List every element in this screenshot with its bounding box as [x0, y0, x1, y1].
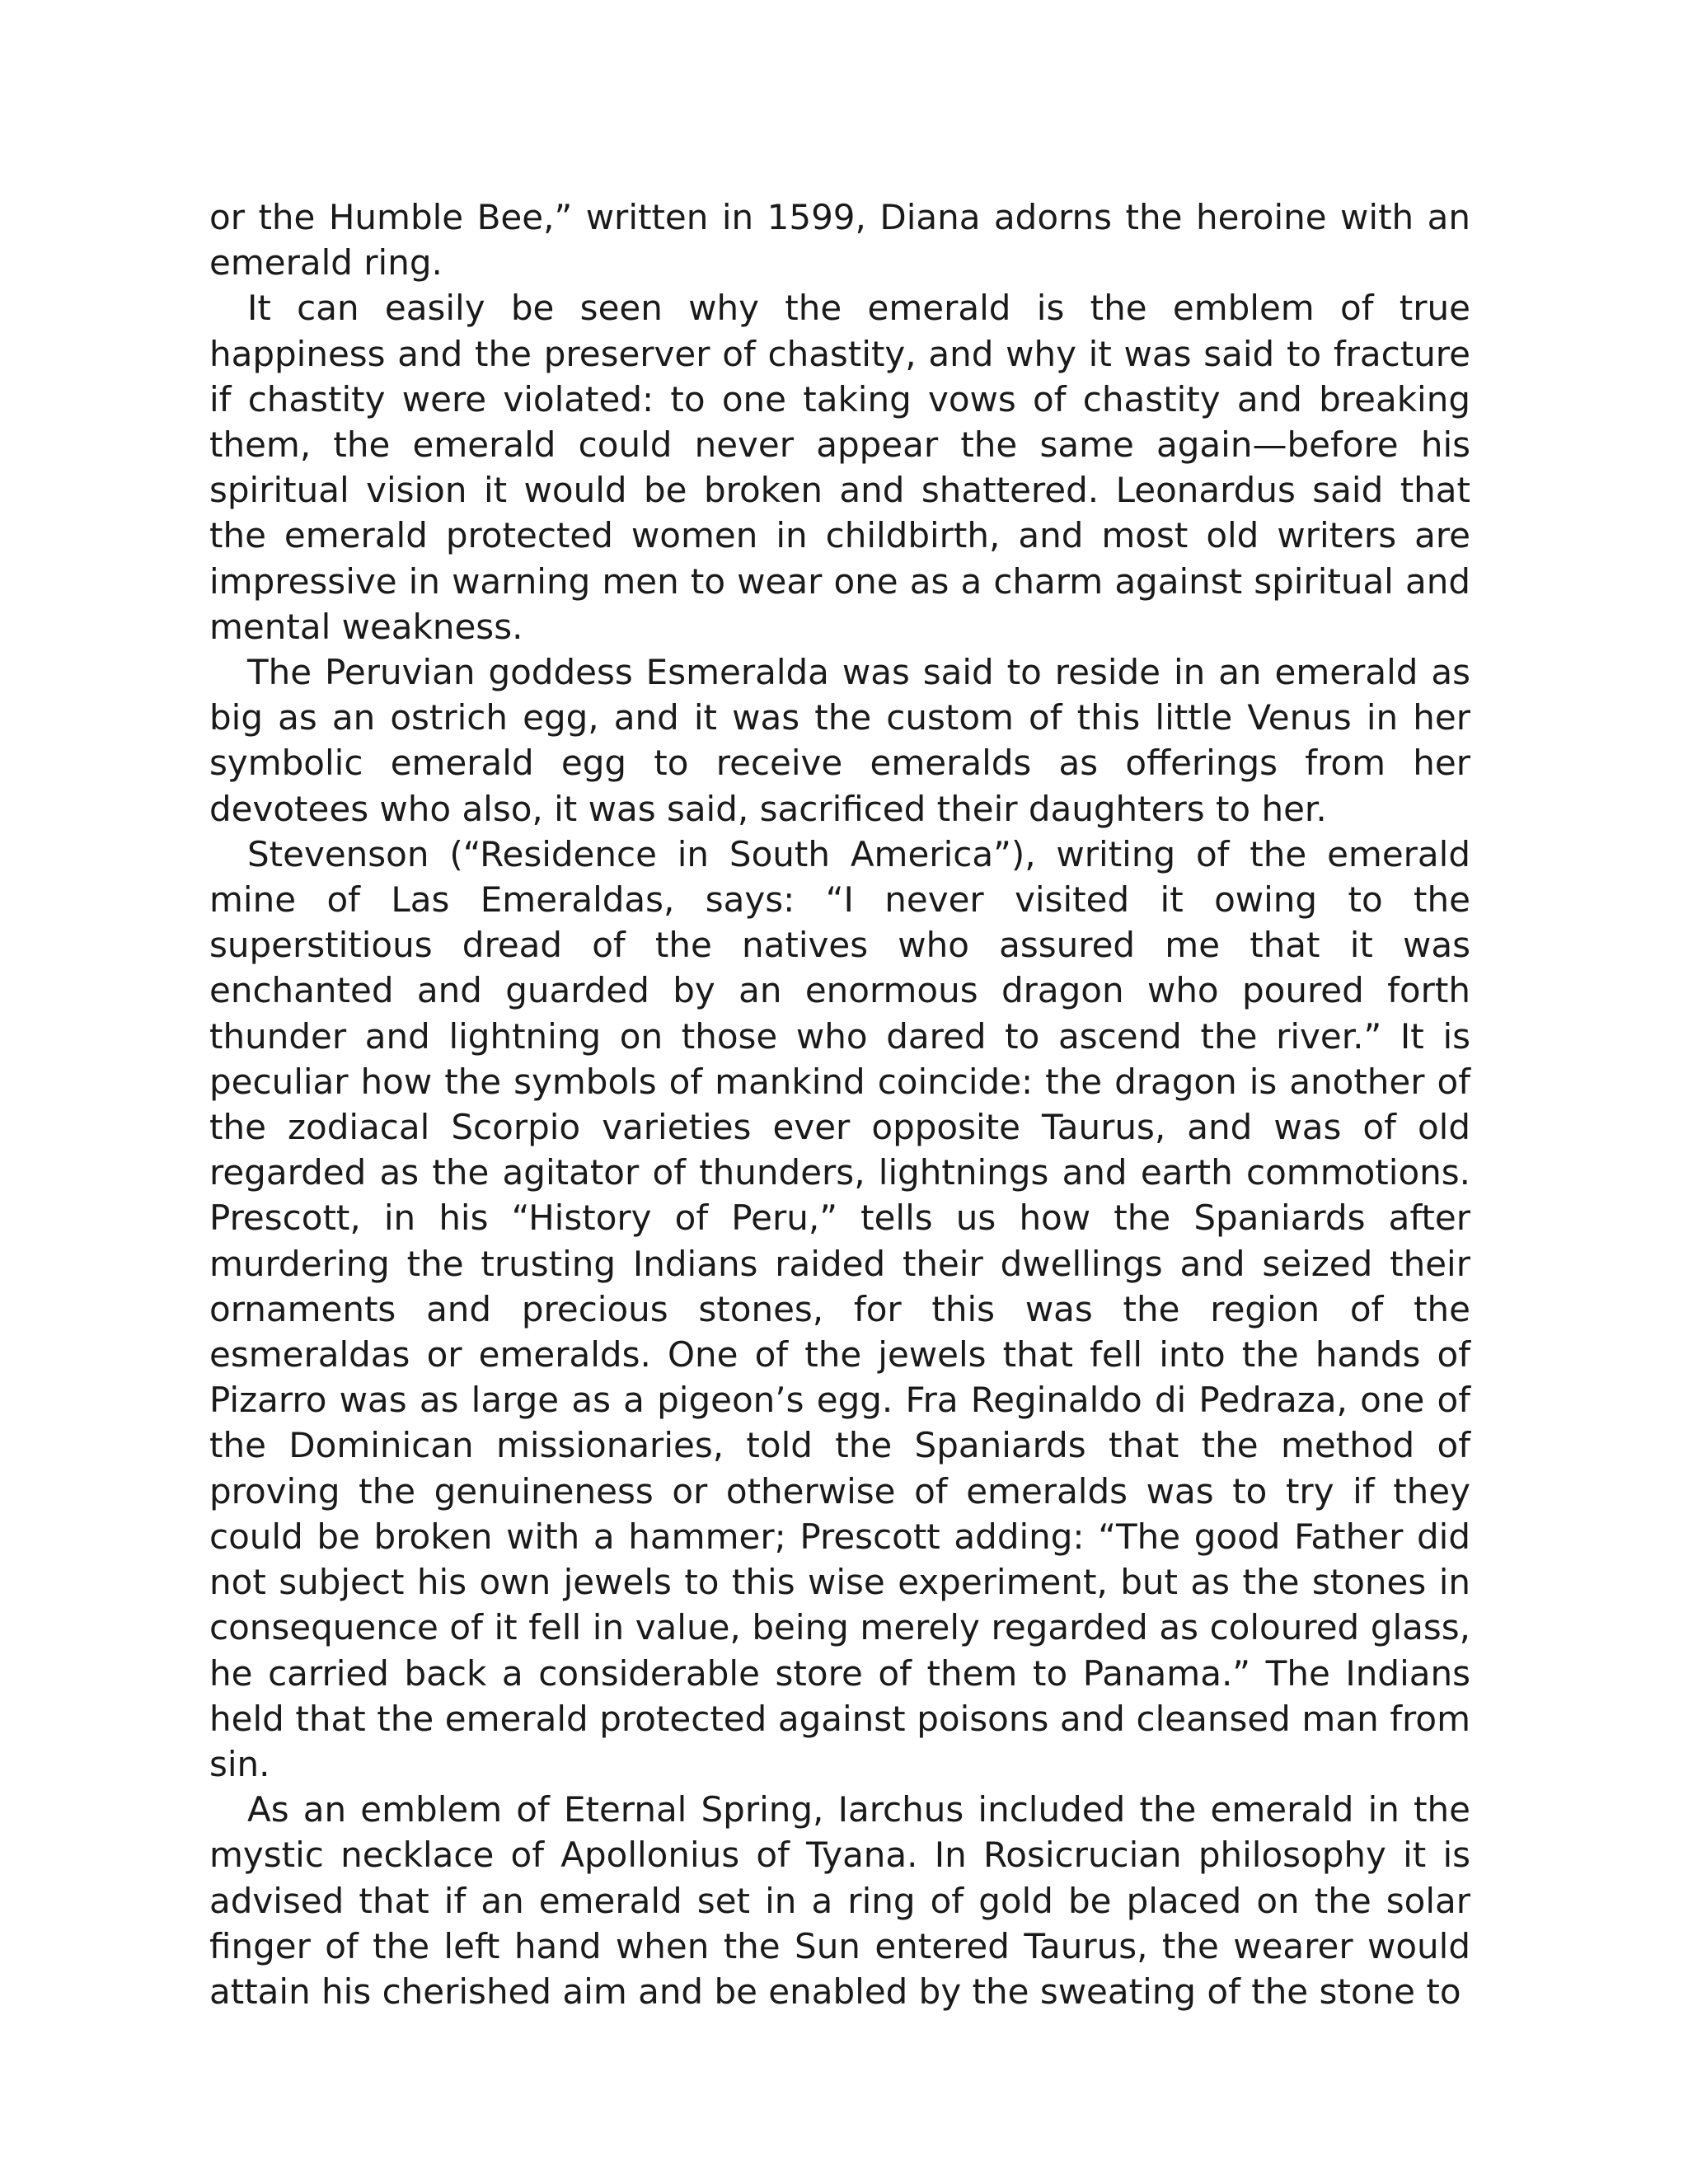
paragraph-5: As an emblem of Eternal Spring, Iarchus included the emerald in the mystic necklace of Apollonius of Tyana. In Rosicrucian philosophy it is advised that if an emerald set in a ring of gold be placed on the solar finger of the left hand when the Sun entered Taurus, the wearer would attain his cherished aim and be enabled by the sweating of the stone to [209, 1789, 1470, 2012]
paragraph-3: The Peruvian goddess Esmeralda was said to reside in an emerald as big as an ostrich egg, and it was the custom of this little Venus in her symbolic emerald egg to receive emeralds as offerings from her devotees who also, it was said, sacrificed their daughters to her. [209, 652, 1470, 829]
paragraph-2: It can easily be seen why the emerald is the emblem of true happiness and the preserver of chastity, and why it was said to fracture if chastity were violated: to one taking vows of chastity and breaking them, the emerald could never appear the same again—before his spiritual vision it would be broken and shattered. Leonardus said that the emerald protected women in childbirth, and most old writers are impressive in warning men to wear one as a charm against spiritual and mental weakness. [209, 288, 1470, 647]
page-body [209, 194, 1470, 2014]
paragraph-1: or the Humble Bee,” written in 1599, Diana adorns the heroine with an emerald ring. [209, 197, 1470, 284]
paragraph-4: Stevenson (“Residence in South America”), writing of the emerald mine of Las Emeraldas, says: “I never visited it owing to the superstitious dread of the natives who assured me that it was enchanted and guarded by an enormous dragon who poured forth thunder and lightning on those who dared to ascend the river.” It is peculiar how the symbols of mankind coincide: the dragon is another of the zodiacal Scorpio varieties ever opposite Taurus, and was of old regarded as the agitator of thunders, lightnings and earth commotions. Prescott, in his “History of Peru,” tells us how the Spaniards after murdering the trusting Indians raided their dwellings and seized their ornaments and precious stones, for this was the region of the esmeraldas or emeralds. One of the jewels that fell into the hands of Pizarro was as large as a pigeon’s egg. Fra Reginaldo di Pedraza, one of the Dominican missionaries, told the Spaniards that the method of proving the genuineness or otherwise of emeralds was to try if they could be broken with a hammer; Prescott adding: “The good Father did not subject his own jewels to this wise experiment, but as the stones in consequence of it fell in value, being merely regarded as coloured glass, he carried back a considerable store of them to Panama.” The Indians held that the emerald protected against poisons and cleansed man from sin. [209, 833, 1470, 1784]
